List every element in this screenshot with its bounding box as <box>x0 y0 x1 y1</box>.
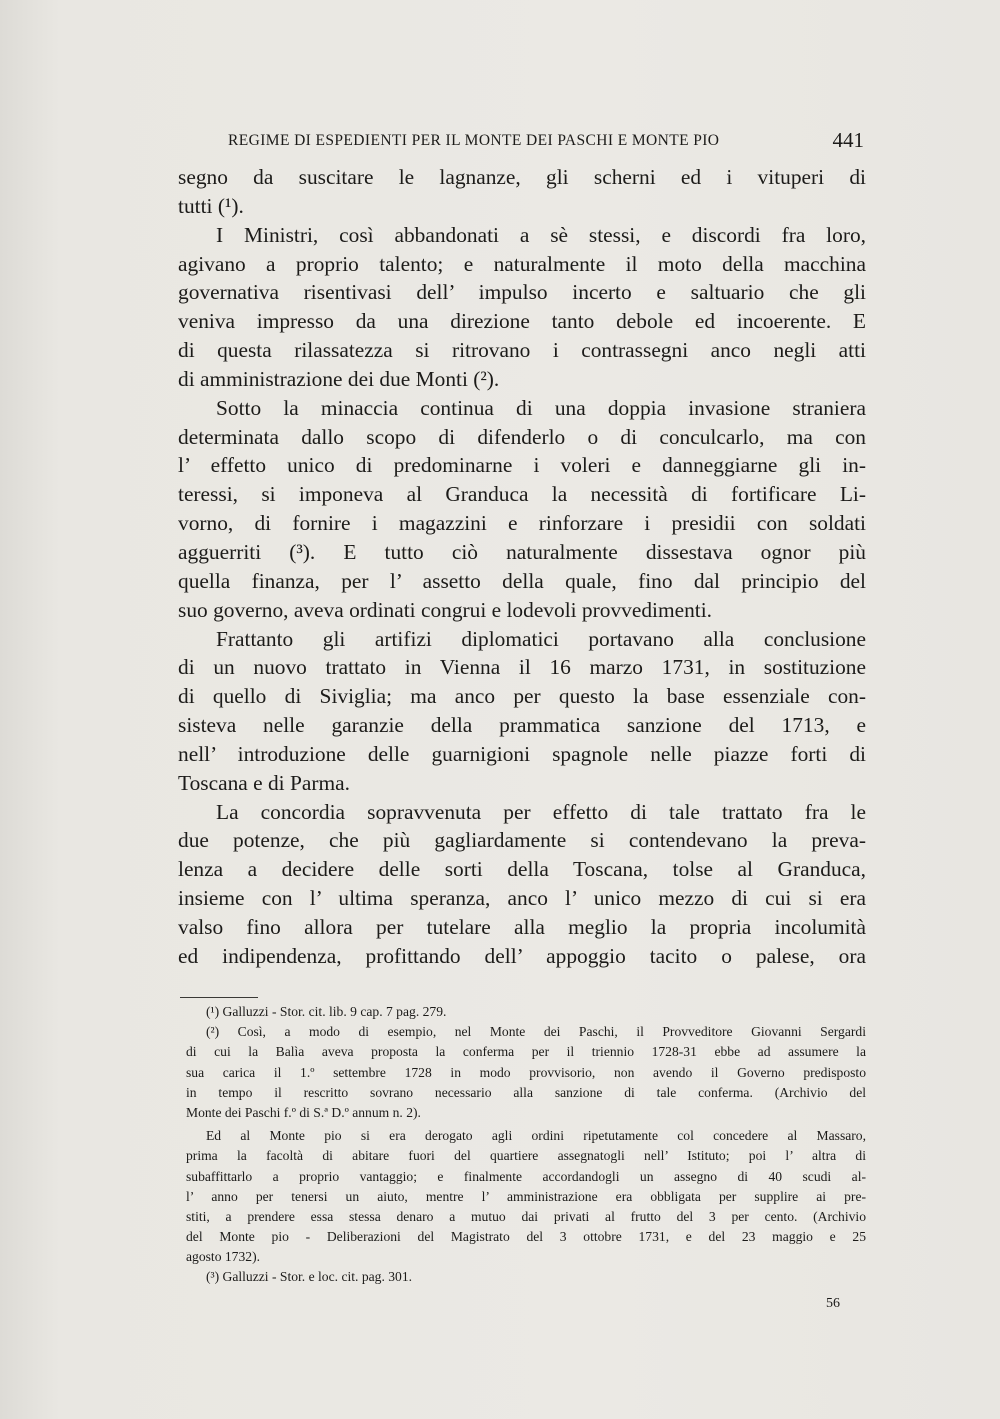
text-line: veniva impresso da una direzione tanto debole ed incoerente. E <box>178 309 866 334</box>
text-line: suo governo, aveva ordinati congrui e lodevoli provvedimenti. <box>178 597 713 622</box>
text-line: teressi, si imponeva al Granduca la necessità di fortificare Li- <box>178 482 866 507</box>
footnote-line: Monte dei Paschi f.º di S.ª D.º annum n. 2). <box>186 1104 421 1120</box>
text-line: agivano a proprio talento; e naturalmente il moto della macchina <box>178 251 866 276</box>
text-line: di questa rilassatezza si ritrovano i contrassegni anco negli atti <box>178 338 866 363</box>
footnote-divider <box>180 997 258 998</box>
footnote-line: subaffittarlo a proprio vantaggio; e finalmente accordandogli un assegno di 40 scudi al- <box>186 1168 866 1184</box>
text-line: tutti (¹). <box>178 193 244 218</box>
page-number: 441 <box>832 128 864 152</box>
footnote-line: (²) Così, a modo di esempio, nel Monte dei Paschi, il Provveditore Giovanni Sergardi <box>206 1024 866 1040</box>
text-line: insieme con l’ ultima speranza, anco l’ unico mezzo di cui si era <box>178 886 866 911</box>
footnote-line: del Monte pio - Deliberazioni del Magistrato del 3 ottobre 1731, e del 23 maggio e 25 <box>186 1229 866 1245</box>
footnote-line: sua carica il 1.º settembre 1728 in modo provvisorio, non avendo il Governo predisposto <box>186 1064 866 1080</box>
text-line: La concordia sopravvenuta per effetto di tale trattato fra le <box>216 799 866 824</box>
text-line: Frattanto gli artifizi diplomatici portavano alla conclusione <box>216 626 866 651</box>
footnotes <box>186 1002 866 1288</box>
footnote-line: prima la facoltà di abitare fuori del quartiere assegnatogli nell’ Istituto; poi l’ altra di <box>186 1148 866 1164</box>
text-line: quella finanza, per l’ assetto della quale, fino dal principio del <box>178 568 866 593</box>
text-line: valso fino allora per tutelare alla meglio la propria incolumità <box>178 914 866 939</box>
text-line: di quello di Siviglia; ma anco per questo la base essenziale con- <box>178 684 866 709</box>
footnote-line: di cui la Balìa aveva proposta la conferma per il triennio 1728-31 ebbe ad assumere la <box>186 1044 866 1060</box>
text-line: segno da suscitare le lagnanze, gli scherni ed i vituperi di <box>178 165 866 189</box>
footnote-line: (³) Galluzzi - Stor. e loc. cit. pag. 301. <box>206 1269 413 1285</box>
text-line: di un nuovo trattato in Vienna il 16 marzo 1731, in sostituzione <box>178 655 866 680</box>
footnote-line: in tempo il rescritto sovrano necessario alla sanzione di tale conferma. (Archivio del <box>186 1084 866 1100</box>
text-line: ed indipendenza, profittando dell’ appoggio tacito o palese, ora <box>178 943 866 968</box>
footnote-line: Ed al Monte pio si era derogato agli ordini ripetutamente col concedere al Massaro, <box>206 1128 866 1144</box>
main-text <box>178 163 866 971</box>
text-line: nell’ introduzione delle guarnigioni spagnole nelle piazze forti di <box>178 741 866 766</box>
text-line: vorno, di fornire i magazzini e rinforzare i presidii con soldati <box>178 511 866 536</box>
running-head: REGIME DI ESPEDIENTI PER IL MONTE DEI PASCHI E MONTE PIO <box>228 132 720 149</box>
footnote-line: (¹) Galluzzi - Stor. cit. lib. 9 cap. 7 pag. 279. <box>206 1004 447 1019</box>
text-line: agguerriti (³). E tutto ciò naturalmente dissestava ognor più <box>178 539 866 564</box>
text-line: governativa risentivasi dell’ impulso incerto e saltuario che gli <box>178 280 866 305</box>
text-line: I Ministri, così abbandonati a sè stessi, e discordi fra loro, <box>216 222 866 247</box>
text-line: l’ effetto unico di predominarne i voleri e danneggiarne gli in- <box>178 453 866 478</box>
text-line: Toscana e di Parma. <box>178 770 350 795</box>
signature-mark: 56 <box>826 1296 840 1311</box>
text-line: due potenze, che più gagliardamente si contendevano la preva- <box>178 828 866 853</box>
footnote-line: l’ anno per tenersi un aiuto, mentre l’ amministrazione era obbligata per supplire ai pre- <box>186 1188 866 1204</box>
footnote-line: agosto 1732). <box>186 1249 261 1265</box>
footnote-line: stiti, a prendere essa stessa denaro a mutuo dai privati al frutto del 3 per cento. (Archivio <box>186 1208 866 1224</box>
text-line: lenza a decidere delle sorti della Toscana, tolse al Granduca, <box>178 857 866 882</box>
text-line: sisteva nelle garanzie della prammatica sanzione del 1713, e <box>178 713 866 738</box>
text-line: di amministrazione dei due Monti (²). <box>178 366 500 391</box>
text-line: Sotto la minaccia continua di una doppia invasione straniera <box>216 395 866 420</box>
text-line: determinata dallo scopo di difenderlo o di conculcarlo, ma con <box>178 424 866 449</box>
page-header <box>228 128 864 158</box>
